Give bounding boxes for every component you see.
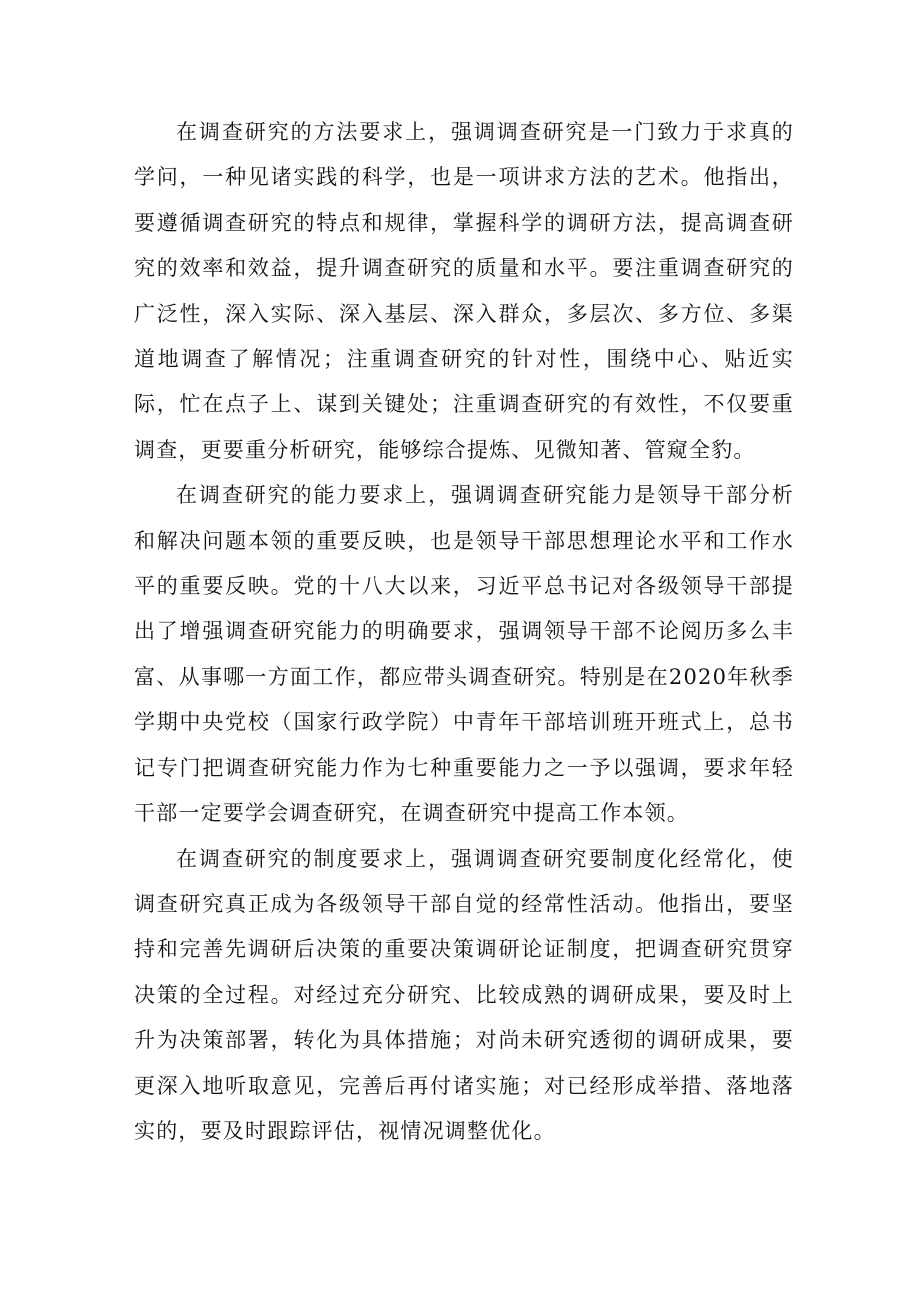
paragraph-capability: 在调查研究的能力要求上，强调调查研究能力是领导干部分析和解决问题本领的重要反映，也是领导干部思想理论水平和工作水平的重要反映。党的十八大以来，习近平总书记对各级领导干部提出了增强调查研究能力的明确要求，强调领导干部不论阅历多么丰富、从事哪一方面工作，都应带头调查研究。特别是在2020年秋季学期中央党校（国家行政学院）中青年干部培训班开班式上，总书记专门把调查研究能力作为七种重要能力之一予以强调，要求年轻干部一定要学会调查研究，在调查研究中提高工作本领。 — [134, 483, 794, 826]
document-body — [134, 110, 794, 1154]
paragraph-system: 在调查研究的制度要求上，强调调查研究要制度化经常化，使调查研究真正成为各级领导干部自觉的经常性活动。他指出，要坚持和完善先调研后决策的重要决策调研论证制度，把调查研究贯穿决策的全过程。对经过充分研究、比较成熟的调研成果，要及时上升为决策部署，转化为具体措施；对尚未研究透彻的调研成果，要更深入地听取意见，完善后再付诸实施；对已经形成举措、落地落实的，要及时跟踪评估，视情况调整优化。 — [134, 846, 794, 1143]
paragraph-methods: 在调查研究的方法要求上，强调调查研究是一门致力于求真的学问，一种见诸实践的科学，也是一项讲求方法的艺术。他指出，要遵循调查研究的特点和规律，掌握科学的调研方法，提高调查研究的效率和效益，提升调查研究的质量和水平。要注重调查研究的广泛性，深入实际、深入基层、深入群众，多层次、多方位、多渠道地调查了解情况；注重调查研究的针对性，围绕中心、贴近实际，忙在点子上、谋到关键处；注重调查研究的有效性，不仅要重调查，更要重分析研究，能够综合提炼、见微知著、管窥全豹。 — [134, 120, 794, 462]
